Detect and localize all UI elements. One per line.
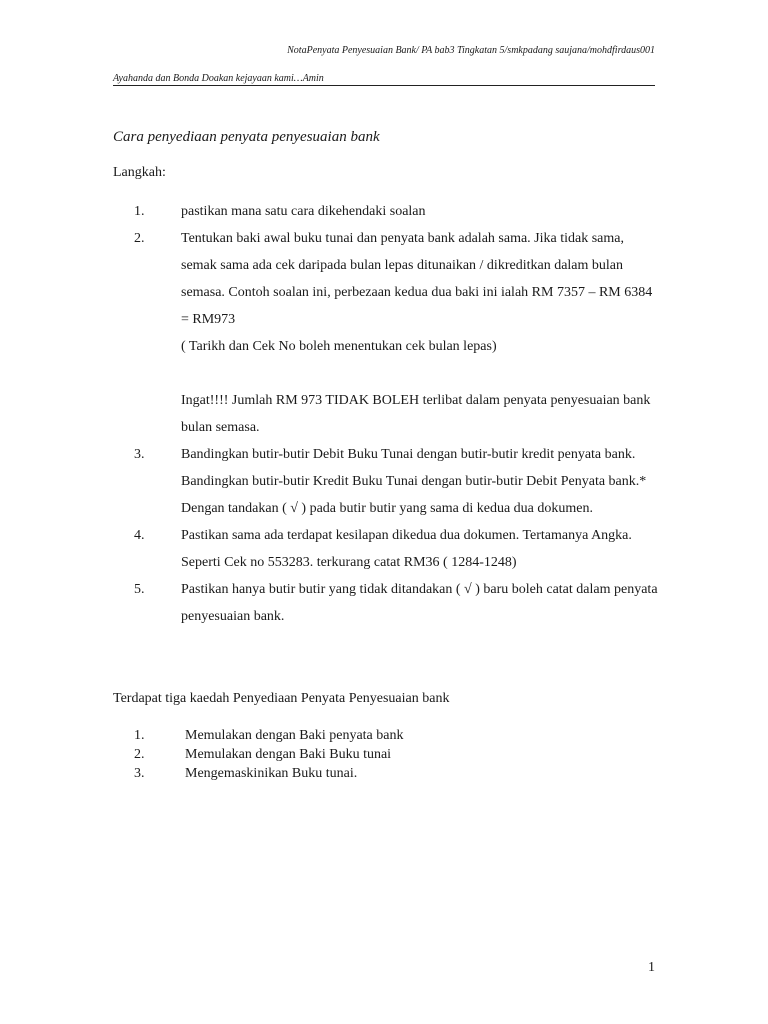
methods-list: [113, 726, 403, 783]
step-paragraph: Ingat!!!! Jumlah RM 973 TIDAK BOLEH terlibat dalam penyata penyesuaian bank bulan semasa.: [181, 393, 651, 435]
section-heading: Cara penyediaan penyata penyesuaian bank: [113, 129, 380, 145]
method-item: [113, 764, 403, 783]
method-item: [113, 726, 403, 745]
step-paragraph: Pastikan hanya butir butir yang tidak ditandakan ( √ ) baru boleh catat dalam penyata penyesuaian bank.: [181, 582, 658, 624]
step-item: [113, 198, 658, 225]
step-body: [181, 225, 658, 441]
method-number: 1.: [134, 728, 145, 743]
step-body: [181, 441, 658, 522]
page-number: 1: [648, 960, 655, 975]
steps-label: Langkah:: [113, 165, 166, 180]
step-number: 3.: [134, 447, 145, 462]
step-paragraph: Pastikan sama ada terdapat kesilapan dikedua dua dokumen. Tertamanya Angka. Seperti Cek no 553283. terkurang catat RM36 ( 1284-1248): [181, 528, 632, 570]
step-paragraph: ( Tarikh dan Cek No boleh menentukan cek bulan lepas): [181, 339, 497, 354]
method-item: [113, 745, 403, 764]
method-text: Memulakan dengan Baki Buku tunai: [185, 747, 392, 762]
step-item: [113, 576, 658, 630]
step-number: 4.: [134, 528, 145, 543]
step-paragraph: Bandingkan butir-butir Debit Buku Tunai dengan butir-butir kredit penyata bank. Bandingkan butir-butir Kredit Buku Tunai dengan butir-butir Debit Penyata bank.* Dengan tandakan ( √ ) pada butir butir yang sama di kedua dua dokumen.: [181, 447, 647, 516]
step-body: [181, 198, 658, 225]
method-text: Memulakan dengan Baki penyata bank: [185, 728, 404, 743]
steps-list: [113, 198, 658, 630]
step-paragraph: Tentukan baki awal buku tunai dan penyata bank adalah sama. Jika tidak sama, semak sama ada cek daripada bulan lepas ditunaikan / dikreditkan dalam bulan semasa. Contoh soalan ini, perbezaan kedua dua baki ini ialah RM 7357 – RM 6384 = RM973: [181, 231, 653, 327]
method-text: Mengemaskinikan Buku tunai.: [185, 766, 358, 781]
step-paragraph: pastikan mana satu cara dikehendaki soalan: [181, 204, 426, 219]
step-number: 5.: [134, 582, 145, 597]
step-item: [113, 522, 658, 576]
step-number: 2.: [134, 231, 145, 246]
header-rule: [113, 85, 655, 86]
step-item: [113, 225, 658, 441]
methods-intro: Terdapat tiga kaedah Penyediaan Penyata Penyesuaian bank: [113, 691, 450, 706]
step-body: [181, 576, 658, 630]
header-right-text: NotaPenyata Penyesuaian Bank/ PA bab3 Tingkatan 5/smkpadang saujana/mohdfirdaus001: [287, 45, 655, 56]
step-item: [113, 441, 658, 522]
step-number: 1.: [134, 204, 145, 219]
method-number: 2.: [134, 747, 145, 762]
step-body: [181, 522, 658, 576]
header-left-text: Ayahanda dan Bonda Doakan kejayaan kami…Amin: [113, 73, 324, 84]
method-number: 3.: [134, 766, 145, 781]
